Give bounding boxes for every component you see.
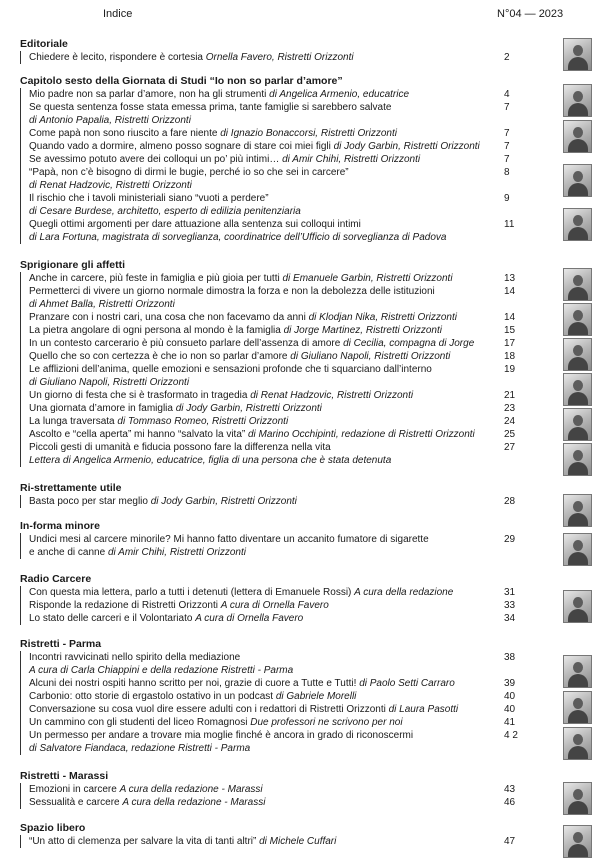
author-photo [563, 825, 592, 858]
entry-title: La lunga traversata di Tommaso Romeo, Ristretti Orizzonti [29, 416, 289, 427]
entry-page: 9 [504, 193, 510, 204]
entry-title: Quando vado a dormire, almeno posso sognare di stare coi miei figli di Jody Garbin, Ristretti Orizzonti [29, 141, 480, 152]
author-photo [563, 120, 592, 153]
entry-title: Una giornata d’amore in famiglia di Jody Garbin, Ristretti Orizzonti [29, 403, 322, 414]
toc-entry[interactable] [20, 586, 560, 599]
entry-page: 8 [504, 167, 510, 178]
author-photo [563, 303, 592, 336]
toc-entry[interactable] [20, 101, 560, 127]
entry-page: 4 2 [504, 730, 518, 741]
entry-author: di Giuliano Napoli, Ristretti Orizzonti [29, 377, 190, 388]
toc-entry[interactable] [20, 651, 560, 677]
entry-bar [20, 311, 21, 324]
toc-entry[interactable] [20, 716, 560, 729]
toc-entry[interactable] [20, 389, 560, 402]
entry-page: 40 [504, 704, 516, 715]
entry-page: 40 [504, 691, 516, 702]
entry-author: di Cesare Burdese, architetto, esperto di edilizia penitenziaria [29, 206, 301, 217]
entry-bar [20, 337, 21, 350]
toc-entry[interactable] [20, 428, 560, 441]
entry-bar [20, 389, 21, 402]
issue-number: N°04 — 2023 [497, 8, 564, 20]
section-title-capitolo-sesto: Capitolo sesto della Giornata di Studi “Io non so parlar d’amore” [20, 75, 343, 87]
entry-bar [20, 324, 21, 337]
author-photo [563, 590, 592, 623]
entry-page: 11 [504, 219, 515, 230]
toc-entry[interactable] [20, 402, 560, 415]
entry-title: Quello che so con certezza è che io non so parlar d’amore di Giuliano Napoli, Ristretti Orizzonti [29, 351, 451, 362]
entry-title: Un permesso per andare a trovare mia moglie finché è ancora in grado di riconoscermi [29, 730, 414, 741]
toc-entry[interactable] [20, 783, 560, 796]
entry-bar [20, 153, 21, 166]
toc-entry[interactable] [20, 703, 560, 716]
entry-bar [20, 441, 21, 467]
entry-bar [20, 101, 21, 127]
entry-bar [20, 796, 21, 809]
toc-entry[interactable] [20, 140, 560, 153]
entry-title: Alcuni dei nostri ospiti hanno scritto per noi, grazie di cuore a Tutte e Tutti! di Paolo Setti Carraro [29, 678, 455, 689]
author-photo [563, 208, 592, 241]
entry-title: Risponde la redazione di Ristretti Orizzonti A cura di Ornella Favero [29, 600, 329, 611]
entry-bar [20, 690, 21, 703]
entry-bar [20, 402, 21, 415]
entry-title: Con questa mia lettera, parlo a tutti i detenuti (lettera di Emanuele Rossi) A cura della redazione [29, 587, 454, 598]
entry-page: 7 [504, 154, 510, 165]
section-title-spazio-libero: Spazio libero [20, 822, 86, 834]
entry-author: di Antonio Papalia, Ristretti Orizzonti [29, 115, 191, 126]
section-title-radio-carcere: Radio Carcere [20, 573, 92, 585]
entry-title: Chiedere è lecito, rispondere è cortesia Ornella Favero, Ristretti Orizzonti [29, 52, 354, 63]
entry-title: Un giorno di festa che si è trasformato in tragedia di Renat Hadzovic, Ristretti Orizzonti [29, 390, 414, 401]
toc-entry[interactable] [20, 166, 560, 192]
entry-title: Incontri ravvicinati nello spirito della mediazione [29, 652, 241, 663]
entry-bar [20, 729, 21, 755]
entry-page: 47 [504, 836, 516, 847]
entry-bar [20, 166, 21, 192]
author-photo [563, 164, 592, 197]
toc-entry[interactable] [20, 350, 560, 363]
entry-page: 28 [504, 496, 516, 507]
entry-title: Come papà non sono riuscito a fare niente di Ignazio Bonaccorsi, Ristretti Orizzonti [29, 128, 397, 139]
entry-bar [20, 835, 21, 848]
author-photo [563, 691, 592, 724]
toc-entry[interactable] [20, 533, 560, 559]
entry-title: Le afflizioni dell’anima, quelle emozioni e sensazioni profonde che ti squarciano dall’interno [29, 364, 432, 375]
entry-page: 33 [504, 600, 516, 611]
entry-bar [20, 783, 21, 796]
entry-author: Lettera di Angelica Armenio, educatrice, figlia di una persona che è stata detenuta [29, 455, 392, 466]
entry-bar [20, 127, 21, 140]
toc-entry[interactable] [20, 441, 560, 467]
entry-page: 41 [504, 717, 516, 728]
entry-title: Conversazione su cosa vuol dire essere adulti con i redattori di Ristretti Orizzonti di Laura Pasotti [29, 704, 459, 715]
entry-bar [20, 272, 21, 285]
entry-title: Piccoli gesti di umanità e fiducia possono fare la differenza nella vita [29, 442, 331, 453]
entry-author: di Lara Fortuna, magistrata di sorveglianza, coordinatrice dell’Ufficio di sorveglianza di Padova [29, 232, 447, 243]
author-photo [563, 338, 592, 371]
section-title-sprigionare-gli-affetti: Sprigionare gli affetti [20, 259, 126, 271]
entry-bar [20, 350, 21, 363]
entry-page: 14 [504, 286, 516, 297]
entry-title: Anche in carcere, più feste in famiglia e più gioia per tutti di Emanuele Garbin, Ristretti Orizzonti [29, 273, 453, 284]
entry-page: 39 [504, 678, 516, 689]
toc-entry[interactable] [20, 192, 560, 218]
section-title-ristretti-parma: Ristretti - Parma [20, 638, 102, 650]
entry-bar [20, 428, 21, 441]
toc-entry[interactable] [20, 324, 560, 337]
entry-page: 38 [504, 652, 516, 663]
entry-bar [20, 140, 21, 153]
entry-title: Quegli ottimi argomenti per dare attuazione alla sentenza sui colloqui intimi [29, 219, 361, 230]
entry-bar [20, 677, 21, 690]
entry-bar [20, 285, 21, 311]
author-photo [563, 655, 592, 688]
entry-bar [20, 363, 21, 389]
author-photo [563, 373, 592, 406]
entry-bar [20, 599, 21, 612]
entry-bar [20, 651, 21, 677]
toc-entry[interactable] [20, 729, 560, 755]
toc-entry[interactable] [20, 285, 560, 311]
toc-entry[interactable] [20, 311, 560, 324]
entry-title: Carbonio: otto storie di ergastolo ostativo in un podcast di Gabriele Morelli [29, 691, 357, 702]
entry-bar [20, 495, 21, 508]
toc-entry[interactable] [20, 677, 560, 690]
entry-title: Se questa sentenza fosse stata emessa prima, tante famiglie si sarebbero salvate [29, 102, 392, 113]
entry-page: 29 [504, 534, 516, 545]
entry-page: 25 [504, 429, 516, 440]
section-title-ri-strettamente-utile: Ri-strettamente utile [20, 482, 122, 494]
author-photo [563, 533, 592, 566]
entry-bar [20, 415, 21, 428]
entry-title: Pranzare con i nostri cari, una cosa che non facevamo da anni di Klodjan Nika, Ristretti Orizzonti [29, 312, 457, 323]
entry-page: 18 [504, 351, 516, 362]
entry-page: 13 [504, 273, 516, 284]
entry-page: 15 [504, 325, 516, 336]
toc-entry[interactable] [20, 415, 560, 428]
toc-entry[interactable] [20, 363, 560, 389]
toc-entry[interactable] [20, 337, 560, 350]
entry-bar [20, 218, 21, 244]
entry-title: Permetterci di vivere un giorno normale dimostra la forza e non la debolezza delle istituzioni [29, 286, 435, 297]
entry-title: Basta poco per star meglio di Jody Garbin, Ristretti Orizzonti [29, 496, 297, 507]
entry-title: Se avessimo potuto avere dei colloqui un po’ più intimi… di Amir Chihi, Ristretti Orizzonti [29, 154, 421, 165]
entry-bar [20, 716, 21, 729]
entry-title: Lo stato delle carceri e il Volontariato A cura di Ornella Favero [29, 613, 304, 624]
entry-title-continued: e anche di canne di Amir Chihi, Ristretti Orizzonti [29, 547, 246, 558]
entry-page: 4 [504, 89, 510, 100]
entry-title: Sessualità e carcere A cura della redazione - Marassi [29, 797, 266, 808]
toc-entry[interactable] [20, 88, 560, 101]
section-title-editoriale: Editoriale [20, 38, 68, 50]
entry-page: 31 [504, 587, 516, 598]
section-title-ristretti-marassi: Ristretti - Marassi [20, 770, 109, 782]
entry-page: 46 [504, 797, 516, 808]
author-photo [563, 727, 592, 760]
entry-author: di Ahmet Balla, Ristretti Orizzonti [29, 299, 175, 310]
entry-bar [20, 88, 21, 101]
entry-title: Mio padre non sa parlar d’amore, non ha gli strumenti di Angelica Armenio, educatrice [29, 89, 410, 100]
entry-bar [20, 586, 21, 599]
entry-title: Il rischio che i tavoli ministeriali siano “vuoti a perdere” [29, 193, 269, 204]
author-photo [563, 268, 592, 301]
toc-entry[interactable] [20, 218, 560, 244]
entry-page: 7 [504, 102, 510, 113]
entry-page: 2 [504, 52, 510, 63]
entry-page: 34 [504, 613, 516, 624]
entry-page: 21 [504, 390, 516, 401]
entry-author: di Salvatore Fiandaca, redazione Ristretti - Parma [29, 743, 251, 754]
entry-page: 43 [504, 784, 516, 795]
toc-entry[interactable] [20, 796, 560, 809]
author-photo [563, 38, 592, 71]
entry-bar [20, 612, 21, 625]
entry-page: 7 [504, 128, 510, 139]
index-title: Indice [103, 8, 133, 20]
entry-title: “Un atto di clemenza per salvare la vita di tanti altri” di Michele Cuffari [29, 836, 337, 847]
entry-author: di Renat Hadzovic, Ristretti Orizzonti [29, 180, 192, 191]
entry-title: La pietra angolare di ogni persona al mondo è la famiglia di Jorge Martinez, Ristretti Orizzonti [29, 325, 442, 336]
entry-page: 27 [504, 442, 516, 453]
toc-entry[interactable] [20, 495, 560, 508]
entry-bar [20, 192, 21, 218]
entry-author: A cura di Carla Chiappini e della redazione Ristretti - Parma [29, 665, 294, 676]
toc-entry[interactable] [20, 612, 560, 625]
toc-entry[interactable] [20, 690, 560, 703]
entry-page: 17 [504, 338, 516, 349]
author-photo [563, 443, 592, 476]
entry-page: 7 [504, 141, 510, 152]
entry-title: Ascolto e “cella aperta” mi hanno “salvato la vita” di Marino Occhipinti, redazione di Ristretti Orizzonti [29, 429, 475, 440]
entry-page: 19 [504, 364, 516, 375]
entry-title: Un cammino con gli studenti del liceo Romagnosi Due professori ne scrivono per noi [29, 717, 403, 728]
author-photo [563, 494, 592, 527]
entry-bar [20, 533, 21, 559]
toc-entry[interactable] [20, 599, 560, 612]
entry-title: In un contesto carcerario è più consueto parlare dell’assenza di amore di Cecilia, compagna di Jorge [29, 338, 475, 349]
author-photo [563, 408, 592, 441]
entry-title: “Papà, non c’è bisogno di dirmi le bugie, perché io so che sei in carcere” [29, 167, 349, 178]
toc-entry[interactable] [20, 127, 560, 140]
author-photo [563, 84, 592, 117]
section-title-in-forma-minore: In-forma minore [20, 520, 100, 532]
toc-entry[interactable] [20, 153, 560, 166]
entry-page: 24 [504, 416, 516, 427]
entry-bar [20, 51, 21, 64]
toc-entry[interactable] [20, 272, 560, 285]
toc-entry[interactable] [20, 835, 560, 848]
entry-title: Emozioni in carcere A cura della redazione - Marassi [29, 784, 263, 795]
entry-page: 14 [504, 312, 516, 323]
toc-entry[interactable] [20, 51, 560, 64]
entry-page: 23 [504, 403, 516, 414]
author-photo [563, 782, 592, 815]
entry-title: Undici mesi al carcere minorile? Mi hanno fatto diventare un accanito fumatore di sigarette [29, 534, 429, 545]
entry-bar [20, 703, 21, 716]
